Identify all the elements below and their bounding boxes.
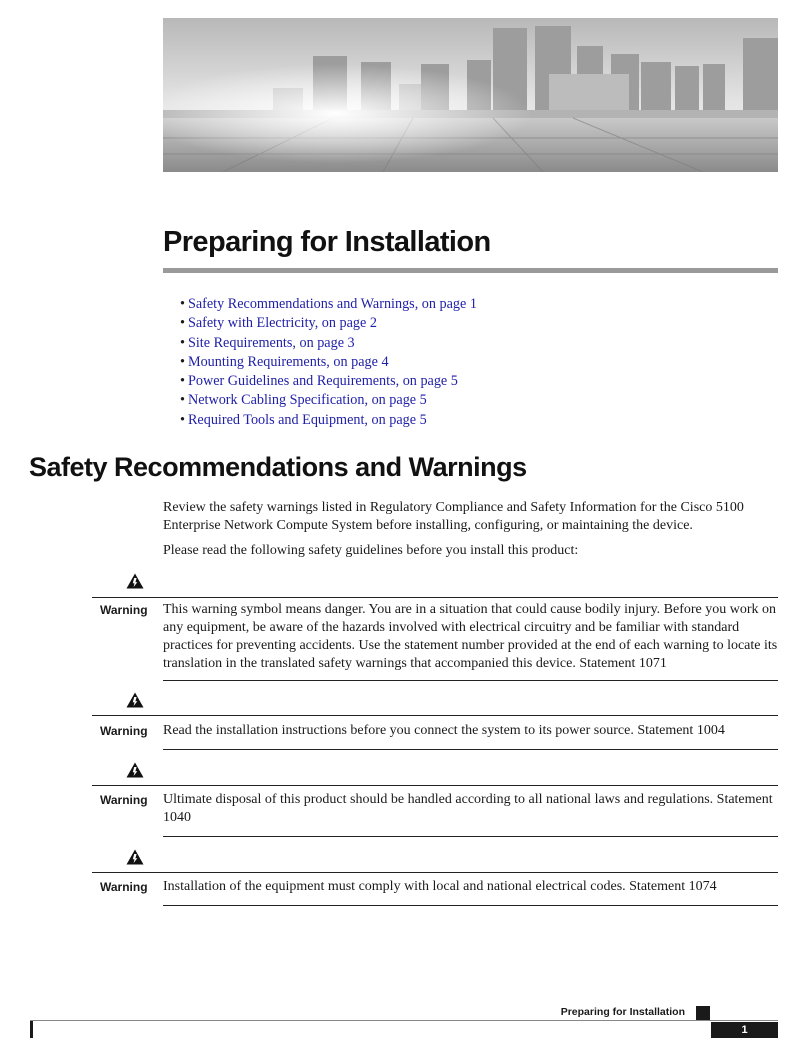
toc-bullet: • — [180, 334, 185, 351]
warning-label: Warning — [100, 603, 148, 617]
section-guideline: Please read the following safety guidelines before you install this product: — [163, 543, 579, 558]
page-number: 1 — [711, 1022, 778, 1038]
warning-triangle-icon — [126, 692, 144, 708]
warning-label: Warning — [100, 724, 148, 738]
toc-bullet: • — [180, 411, 185, 428]
chapter-title-rule — [163, 268, 778, 273]
footer-tick — [30, 1021, 33, 1038]
toc-item — [180, 334, 477, 353]
footer-rule — [30, 1020, 778, 1021]
warning-top-rule — [92, 872, 778, 873]
warning-bottom-rule — [163, 680, 778, 681]
toc-item — [180, 295, 477, 314]
warning-top-rule — [92, 785, 778, 786]
chapter-title: Preparing for Installation — [163, 226, 491, 258]
warning-top-rule — [92, 715, 778, 716]
footer-chapter-title: Preparing for Installation — [560, 1006, 685, 1018]
toc-item — [180, 353, 477, 372]
footer-marker — [696, 1006, 710, 1020]
toc-bullet: • — [180, 315, 185, 332]
toc-link-safety-electricity[interactable]: Safety with Electricity, on page 2 — [187, 315, 377, 332]
toc-link-power-guidelines[interactable]: Power Guidelines and Requirements, on page 5 — [187, 373, 458, 390]
header-city-image — [163, 18, 778, 172]
toc-bullet: • — [180, 373, 185, 390]
toc-link-safety-recommendations[interactable]: Safety Recommendations and Warnings, on page 1 — [187, 296, 477, 312]
toc-link-site-requirements[interactable]: Site Requirements, on page 3 — [187, 334, 355, 351]
warning-text: Installation of the equipment must comply with local and national electrical codes. Statement 1074 — [163, 879, 717, 894]
warning-label: Warning — [100, 793, 148, 807]
warning-bottom-rule — [163, 836, 778, 837]
warning-text: Ultimate disposal of this product should be handled according to all national laws and regulations. Statement 1040 — [163, 792, 773, 825]
warning-top-rule — [92, 597, 778, 598]
toc-bullet: • — [180, 296, 185, 312]
toc-item — [180, 391, 477, 410]
toc-item — [180, 411, 477, 430]
warning-bottom-rule — [163, 905, 778, 906]
toc-link-mounting-requirements[interactable]: Mounting Requirements, on page 4 — [187, 353, 389, 370]
toc-item — [180, 372, 477, 391]
section-title: Safety Recommendations and Warnings — [29, 452, 527, 482]
warning-text: This warning symbol means danger. You are in a situation that could cause bodily injury. Before you work on any equipment, be aware of the hazards involved with electrical circuitry and be familiar with standard practices for preventing accidents. Use the statement number provided at the end of each warning to locate its translation in the translated safety warnings that accompanied this device. Statement 1071 — [163, 602, 778, 671]
toc-link-required-tools[interactable]: Required Tools and Equipment, on page 5 — [187, 411, 427, 428]
section-intro: Review the safety warnings listed in Regulatory Compliance and Safety Information for the Cisco 5100 Enterprise Network Compute System before installing, configuring, or maintaining the device. — [163, 500, 744, 533]
warning-triangle-icon — [126, 849, 144, 865]
warning-text: Read the installation instructions before you connect the system to its power source. Statement 1004 — [163, 723, 725, 738]
toc-bullet: • — [180, 353, 185, 370]
toc-item — [180, 314, 477, 333]
warning-bottom-rule — [163, 749, 778, 750]
warning-triangle-icon — [126, 573, 144, 589]
toc-bullet: • — [180, 392, 185, 409]
warning-triangle-icon — [126, 762, 144, 778]
chapter-toc — [180, 295, 477, 430]
toc-link-network-cabling[interactable]: Network Cabling Specification, on page 5 — [187, 392, 427, 409]
warning-label: Warning — [100, 880, 148, 894]
